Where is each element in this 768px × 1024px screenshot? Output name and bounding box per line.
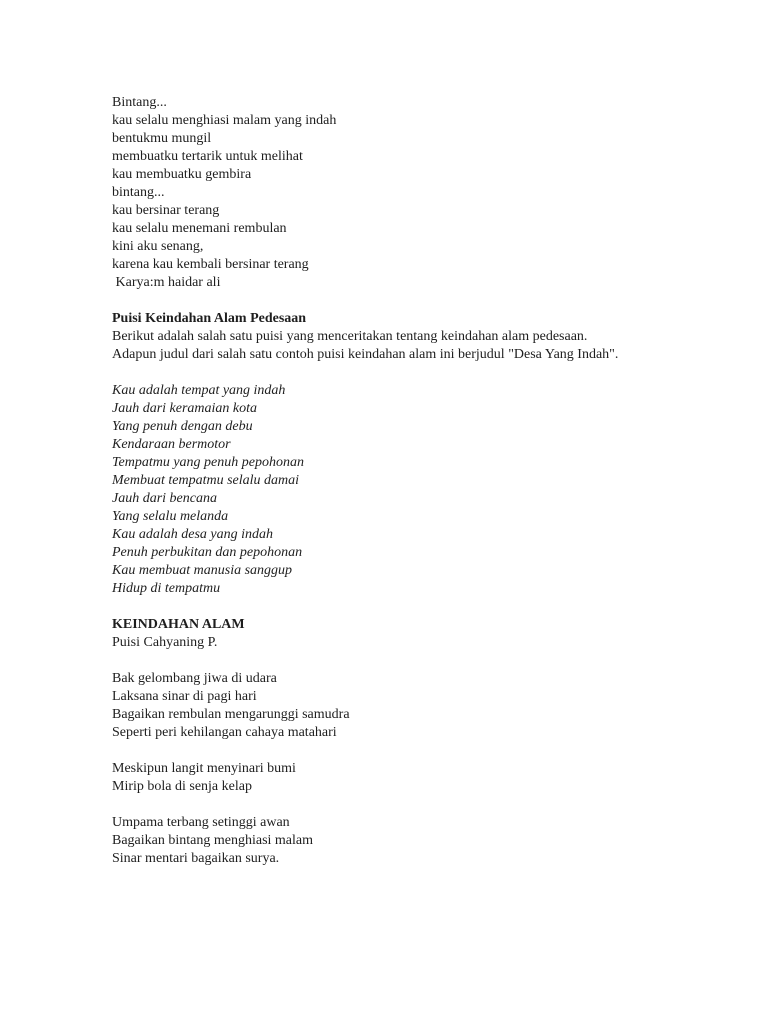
poem-author: Puisi Cahyaning P. <box>112 635 218 650</box>
poem-line: Kau membuat manusia sanggup <box>112 563 293 578</box>
section-intro: Berikut adalah salah satu puisi yang menceritakan tentang keindahan alam pedesaan. Adapun judul dari salah satu contoh puisi keindahan alam ini berjudul "Desa Yang Indah". <box>112 329 619 362</box>
spacer <box>112 292 652 310</box>
spacer <box>112 742 652 760</box>
poem-line: Kau adalah tempat yang indah <box>112 383 286 398</box>
poem-line: Tempatmu yang penuh pepohonan <box>112 455 304 470</box>
poem-line: Bagaikan rembulan mengarunggi samudra <box>112 707 350 722</box>
poem-line: Jauh dari keramaian kota <box>112 401 258 416</box>
poem-stanza <box>112 670 652 742</box>
poem-author: Karya:m haidar ali <box>112 275 221 290</box>
document-page <box>112 94 652 868</box>
poem-line: Meskipun langit menyinari bumi <box>112 761 296 776</box>
poem-line: Kau adalah desa yang indah <box>112 527 273 542</box>
poem-line: Sinar mentari bagaikan surya. <box>112 851 280 866</box>
poem-line: karena kau kembali bersinar terang <box>112 257 309 272</box>
poem-line: Mirip bola di senja kelap <box>112 779 252 794</box>
poem-line: Yang penuh dengan debu <box>112 419 253 434</box>
spacer <box>112 652 652 670</box>
poem-line: Jauh dari bencana <box>112 491 217 506</box>
poem-line: Bintang... <box>112 95 167 110</box>
spacer <box>112 796 652 814</box>
poem-line: Seperti peri kehilangan cahaya matahari <box>112 725 337 740</box>
spacer <box>112 364 652 382</box>
spacer <box>112 598 652 616</box>
poem-line: Bagaikan bintang menghiasi malam <box>112 833 314 848</box>
poem-stanza <box>112 814 652 868</box>
poem-line: kau selalu menemani rembulan <box>112 221 287 236</box>
section-keindahan-alam <box>112 616 652 868</box>
section-pedesaan <box>112 310 652 598</box>
poem-line: kau bersinar terang <box>112 203 220 218</box>
poem-line: Umpama terbang setinggi awan <box>112 815 290 830</box>
section-heading: Puisi Keindahan Alam Pedesaan <box>112 311 307 326</box>
poem-line: Yang selalu melanda <box>112 509 229 524</box>
poem-line: Membuat tempatmu selalu damai <box>112 473 300 488</box>
poem-line: bintang... <box>112 185 165 200</box>
poem-line: kau membuatku gembira <box>112 167 252 182</box>
poem-line: bentukmu mungil <box>112 131 212 146</box>
poem-bintang <box>112 94 652 292</box>
poem-line: kini aku senang, <box>112 239 204 254</box>
section-heading: KEINDAHAN ALAM <box>112 617 245 632</box>
poem-line: Hidup di tempatmu <box>112 581 221 596</box>
poem-line: Bak gelombang jiwa di udara <box>112 671 277 686</box>
poem-line: Kendaraan bermotor <box>112 437 231 452</box>
poem-line: Penuh perbukitan dan pepohonan <box>112 545 303 560</box>
poem-line: Laksana sinar di pagi hari <box>112 689 257 704</box>
poem-stanza <box>112 760 652 796</box>
poem-line: membuatku tertarik untuk melihat <box>112 149 303 164</box>
poem-desa-yang-indah <box>112 382 652 598</box>
poem-line: kau selalu menghiasi malam yang indah <box>112 113 337 128</box>
